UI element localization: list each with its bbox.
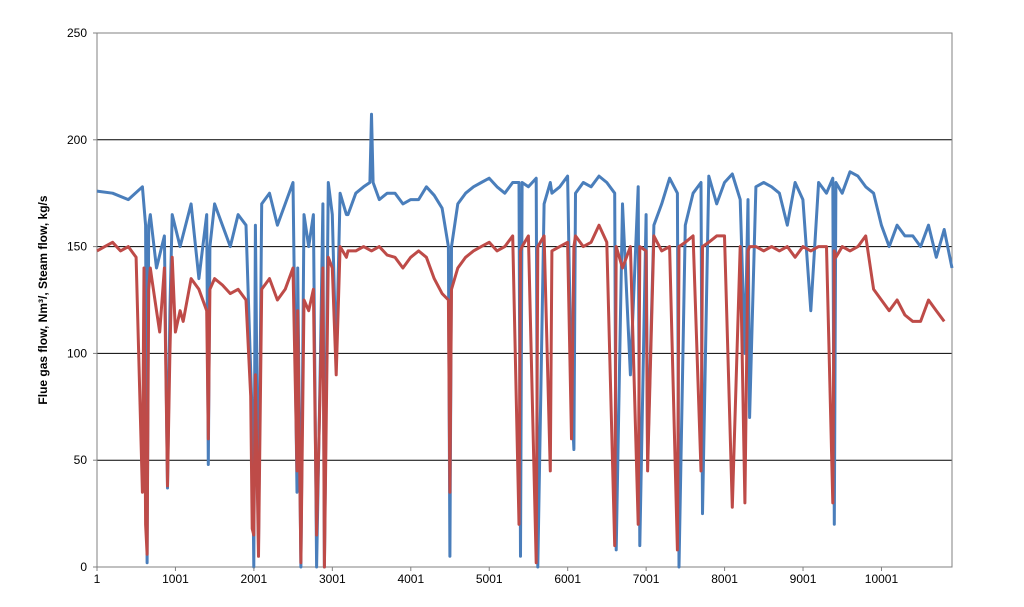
- x-tick-label: 10001: [864, 572, 899, 586]
- gridlines: [97, 33, 952, 567]
- x-tick-label: 9001: [789, 572, 817, 586]
- series-group: [97, 114, 952, 567]
- y-axis-label: Flue gas flow, Nm³/, Steam flow, kg/s: [36, 195, 50, 405]
- x-tick-label: 1001: [162, 572, 189, 586]
- y-tick-label: 250: [66, 26, 87, 40]
- series-line-1: [97, 114, 952, 567]
- x-tick-labels: [94, 567, 899, 586]
- x-tick-label: 8001: [711, 572, 738, 586]
- y-tick-label: 200: [66, 132, 87, 147]
- y-tick-label: 50: [73, 453, 87, 468]
- x-tick-label: 2001: [240, 572, 268, 586]
- y-tick-label: 100: [66, 346, 87, 361]
- y-tick-labels: [67, 26, 97, 574]
- x-tick-label: 1: [93, 572, 101, 586]
- x-tick-label: 6001: [554, 572, 582, 586]
- plot-area: [97, 33, 952, 567]
- x-tick-label: 4001: [397, 572, 425, 586]
- y-tick-label: 150: [66, 239, 87, 254]
- x-tick-label: 3001: [318, 572, 346, 586]
- x-tick-label: 7001: [632, 572, 660, 586]
- x-tick-label: 5001: [475, 572, 503, 586]
- y-tick-label: 0: [80, 560, 87, 574]
